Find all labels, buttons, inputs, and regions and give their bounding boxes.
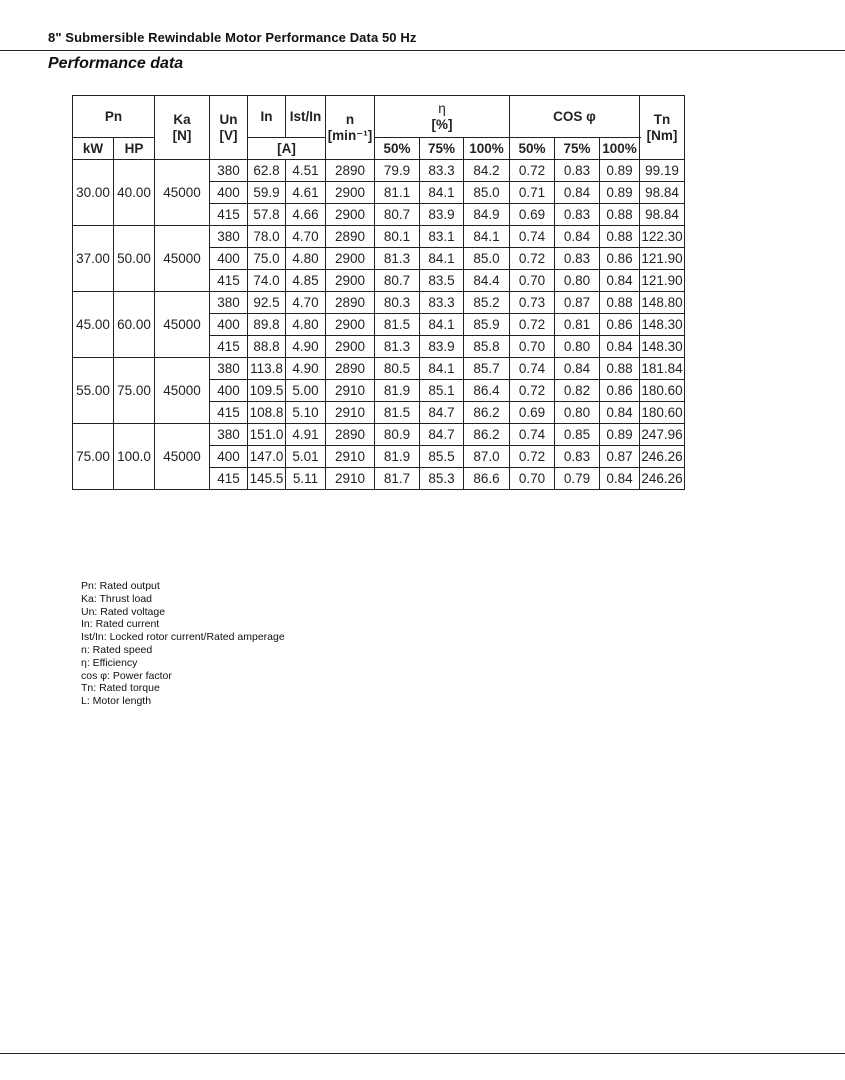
legend-item: Tn: Rated torque xyxy=(81,682,160,695)
cell-hp: 75.00 xyxy=(114,358,155,424)
cell-eta-75: 84.7 xyxy=(420,424,464,446)
cell-kw: 45.00 xyxy=(73,292,114,358)
cell-n: 2890 xyxy=(326,160,375,182)
cell-cos-100: 0.84 xyxy=(600,402,640,424)
cell-eta-75: 84.7 xyxy=(420,402,464,424)
cell-cos-75: 0.80 xyxy=(555,402,600,424)
cell-un: 400 xyxy=(210,248,248,270)
cell-cos-100: 0.88 xyxy=(600,358,640,380)
cell-un: 415 xyxy=(210,204,248,226)
cell-eta-100: 86.2 xyxy=(464,402,510,424)
header-kw: kW xyxy=(73,138,114,160)
cell-n: 2900 xyxy=(326,336,375,358)
header-eta-75: 75% xyxy=(420,138,464,160)
cell-cos-100: 0.84 xyxy=(600,270,640,292)
cell-cos-75: 0.83 xyxy=(555,204,600,226)
cell-ka: 45000 xyxy=(155,358,210,424)
cell-eta-75: 85.3 xyxy=(420,468,464,490)
cell-cos-50: 0.71 xyxy=(510,182,555,204)
cell-ka: 45000 xyxy=(155,292,210,358)
cell-in: 59.9 xyxy=(248,182,286,204)
header-cos: COS φ xyxy=(510,96,640,138)
document-title: 8" Submersible Rewindable Motor Performance Data 50 Hz xyxy=(48,30,417,45)
cell-eta-100: 85.0 xyxy=(464,248,510,270)
header-eta-100: 100% xyxy=(464,138,510,160)
cell-un: 380 xyxy=(210,424,248,446)
cell-n: 2910 xyxy=(326,446,375,468)
cell-cos-75: 0.85 xyxy=(555,424,600,446)
cell-in: 151.0 xyxy=(248,424,286,446)
cell-tn: 121.90 xyxy=(640,248,685,270)
cell-kw: 75.00 xyxy=(73,424,114,490)
cell-un: 415 xyxy=(210,336,248,358)
header-hp: HP xyxy=(114,138,155,160)
cell-cos-50: 0.74 xyxy=(510,226,555,248)
top-divider xyxy=(0,50,845,51)
cell-cos-75: 0.81 xyxy=(555,314,600,336)
table-row xyxy=(73,226,685,248)
header-in: In xyxy=(248,96,286,138)
performance-table-body xyxy=(73,160,685,490)
cell-eta-50: 80.5 xyxy=(375,358,420,380)
cell-eta-100: 85.2 xyxy=(464,292,510,314)
cell-cos-100: 0.88 xyxy=(600,204,640,226)
cell-kw: 30.00 xyxy=(73,160,114,226)
legend-item: Ist/In: Locked rotor current/Rated amperage xyxy=(81,631,285,644)
cell-in: 74.0 xyxy=(248,270,286,292)
cell-in: 147.0 xyxy=(248,446,286,468)
header-cos-100: 100% xyxy=(600,138,640,160)
cell-ist-in: 4.70 xyxy=(286,226,326,248)
cell-eta-75: 83.3 xyxy=(420,160,464,182)
cell-eta-100: 86.6 xyxy=(464,468,510,490)
cell-in: 113.8 xyxy=(248,358,286,380)
cell-un: 400 xyxy=(210,314,248,336)
cell-cos-75: 0.84 xyxy=(555,226,600,248)
cell-eta-75: 83.9 xyxy=(420,336,464,358)
legend-item: L: Motor length xyxy=(81,695,152,708)
cell-eta-50: 81.5 xyxy=(375,402,420,424)
cell-n: 2890 xyxy=(326,226,375,248)
cell-tn: 180.60 xyxy=(640,380,685,402)
performance-table xyxy=(72,95,685,490)
cell-un: 415 xyxy=(210,270,248,292)
table-row xyxy=(73,160,685,182)
cell-in: 75.0 xyxy=(248,248,286,270)
cell-tn: 121.90 xyxy=(640,270,685,292)
cell-cos-50: 0.72 xyxy=(510,248,555,270)
cell-ist-in: 4.80 xyxy=(286,248,326,270)
cell-un: 380 xyxy=(210,160,248,182)
cell-n: 2900 xyxy=(326,270,375,292)
legend-item: n: Rated speed xyxy=(81,643,153,656)
cell-eta-100: 84.9 xyxy=(464,204,510,226)
cell-kw: 55.00 xyxy=(73,358,114,424)
cell-cos-50: 0.72 xyxy=(510,160,555,182)
cell-n: 2910 xyxy=(326,402,375,424)
cell-ist-in: 4.85 xyxy=(286,270,326,292)
cell-cos-75: 0.82 xyxy=(555,380,600,402)
table-row xyxy=(73,292,685,314)
cell-tn: 181.84 xyxy=(640,358,685,380)
legend-item: In: Rated current xyxy=(81,618,160,631)
cell-cos-50: 0.74 xyxy=(510,358,555,380)
header-ist-in: Ist/In xyxy=(286,96,326,138)
cell-cos-100: 0.88 xyxy=(600,292,640,314)
cell-eta-75: 83.5 xyxy=(420,270,464,292)
cell-ist-in: 4.90 xyxy=(286,336,326,358)
cell-ist-in: 4.80 xyxy=(286,314,326,336)
cell-ist-in: 4.51 xyxy=(286,160,326,182)
cell-tn: 122.30 xyxy=(640,226,685,248)
cell-cos-50: 0.70 xyxy=(510,270,555,292)
cell-cos-100: 0.87 xyxy=(600,446,640,468)
table-row xyxy=(73,358,685,380)
cell-eta-100: 85.9 xyxy=(464,314,510,336)
cell-in: 108.8 xyxy=(248,402,286,424)
cell-ist-in: 4.90 xyxy=(286,358,326,380)
legend-item: Un: Rated voltage xyxy=(81,605,166,618)
cell-eta-50: 80.1 xyxy=(375,226,420,248)
cell-cos-75: 0.83 xyxy=(555,160,600,182)
cell-eta-75: 84.1 xyxy=(420,248,464,270)
cell-ist-in: 4.70 xyxy=(286,292,326,314)
cell-eta-75: 84.1 xyxy=(420,358,464,380)
cell-hp: 50.00 xyxy=(114,226,155,292)
cell-ist-in: 5.00 xyxy=(286,380,326,402)
header-eta-label: η xyxy=(438,100,446,116)
header-un xyxy=(210,96,248,160)
cell-tn: 148.80 xyxy=(640,292,685,314)
legend-item: cos φ: Power factor xyxy=(81,669,172,682)
cell-cos-75: 0.80 xyxy=(555,336,600,358)
cell-n: 2890 xyxy=(326,292,375,314)
cell-eta-100: 85.8 xyxy=(464,336,510,358)
cell-eta-100: 87.0 xyxy=(464,446,510,468)
cell-cos-75: 0.80 xyxy=(555,270,600,292)
cell-eta-100: 86.4 xyxy=(464,380,510,402)
cell-hp: 40.00 xyxy=(114,160,155,226)
section-title: Performance data xyxy=(48,55,184,72)
cell-eta-50: 81.9 xyxy=(375,446,420,468)
cell-n: 2910 xyxy=(326,380,375,402)
cell-un: 380 xyxy=(210,226,248,248)
cell-cos-100: 0.89 xyxy=(600,182,640,204)
cell-tn: 98.84 xyxy=(640,182,685,204)
cell-eta-100: 84.1 xyxy=(464,226,510,248)
cell-tn: 98.84 xyxy=(640,204,685,226)
cell-ist-in: 5.11 xyxy=(286,468,326,490)
cell-in: 92.5 xyxy=(248,292,286,314)
cell-in: 57.8 xyxy=(248,204,286,226)
cell-eta-75: 85.5 xyxy=(420,446,464,468)
cell-eta-100: 85.0 xyxy=(464,182,510,204)
abbreviation-legend xyxy=(81,580,285,708)
cell-cos-50: 0.70 xyxy=(510,336,555,358)
cell-un: 415 xyxy=(210,468,248,490)
cell-in: 109.5 xyxy=(248,380,286,402)
cell-cos-100: 0.89 xyxy=(600,424,640,446)
cell-eta-50: 81.5 xyxy=(375,314,420,336)
cell-eta-50: 81.9 xyxy=(375,380,420,402)
cell-cos-50: 0.72 xyxy=(510,446,555,468)
cell-cos-100: 0.89 xyxy=(600,160,640,182)
cell-hp: 100.0 xyxy=(114,424,155,490)
table-row xyxy=(73,424,685,446)
cell-n: 2910 xyxy=(326,468,375,490)
cell-tn: 247.96 xyxy=(640,424,685,446)
cell-cos-50: 0.72 xyxy=(510,380,555,402)
header-ka-unit: [N] xyxy=(172,127,192,143)
bottom-divider xyxy=(0,1053,845,1054)
cell-ka: 45000 xyxy=(155,160,210,226)
cell-tn: 246.26 xyxy=(640,468,685,490)
cell-cos-75: 0.83 xyxy=(555,446,600,468)
header-eta-50: 50% xyxy=(375,138,420,160)
cell-ist-in: 4.91 xyxy=(286,424,326,446)
cell-eta-100: 85.7 xyxy=(464,358,510,380)
cell-ist-in: 5.10 xyxy=(286,402,326,424)
cell-eta-75: 85.1 xyxy=(420,380,464,402)
cell-ka: 45000 xyxy=(155,424,210,490)
legend-item: Pn: Rated output xyxy=(81,580,160,592)
cell-eta-50: 80.7 xyxy=(375,204,420,226)
cell-n: 2900 xyxy=(326,204,375,226)
cell-ist-in: 4.66 xyxy=(286,204,326,226)
header-tn-label: Tn xyxy=(653,111,671,127)
cell-cos-50: 0.74 xyxy=(510,424,555,446)
header-cos-50: 50% xyxy=(510,138,555,160)
header-tn-unit: [Nm] xyxy=(646,127,678,143)
cell-cos-100: 0.88 xyxy=(600,226,640,248)
cell-eta-100: 86.2 xyxy=(464,424,510,446)
header-cos-75: 75% xyxy=(555,138,600,160)
cell-ka: 45000 xyxy=(155,226,210,292)
cell-cos-75: 0.84 xyxy=(555,182,600,204)
cell-n: 2890 xyxy=(326,424,375,446)
cell-cos-100: 0.86 xyxy=(600,380,640,402)
cell-eta-50: 80.9 xyxy=(375,424,420,446)
cell-cos-50: 0.69 xyxy=(510,204,555,226)
cell-in: 88.8 xyxy=(248,336,286,358)
header-n xyxy=(326,96,375,160)
cell-n: 2900 xyxy=(326,248,375,270)
header-eta xyxy=(375,96,510,138)
cell-cos-100: 0.84 xyxy=(600,468,640,490)
cell-ist-in: 5.01 xyxy=(286,446,326,468)
cell-in: 89.8 xyxy=(248,314,286,336)
cell-eta-75: 83.3 xyxy=(420,292,464,314)
cell-un: 415 xyxy=(210,402,248,424)
cell-n: 2890 xyxy=(326,358,375,380)
header-eta-unit: [%] xyxy=(431,116,453,132)
cell-eta-50: 80.7 xyxy=(375,270,420,292)
header-pn: Pn xyxy=(73,96,155,138)
cell-eta-75: 83.9 xyxy=(420,204,464,226)
cell-tn: 148.30 xyxy=(640,336,685,358)
cell-eta-75: 84.1 xyxy=(420,182,464,204)
cell-tn: 180.60 xyxy=(640,402,685,424)
cell-eta-50: 79.9 xyxy=(375,160,420,182)
header-un-label: Un xyxy=(219,111,238,127)
cell-n: 2900 xyxy=(326,182,375,204)
cell-un: 400 xyxy=(210,380,248,402)
cell-cos-50: 0.70 xyxy=(510,468,555,490)
cell-eta-50: 81.7 xyxy=(375,468,420,490)
cell-cos-75: 0.87 xyxy=(555,292,600,314)
cell-kw: 37.00 xyxy=(73,226,114,292)
cell-n: 2900 xyxy=(326,314,375,336)
cell-un: 400 xyxy=(210,182,248,204)
cell-in: 62.8 xyxy=(248,160,286,182)
header-ka xyxy=(155,96,210,160)
cell-in: 145.5 xyxy=(248,468,286,490)
cell-eta-50: 81.3 xyxy=(375,336,420,358)
legend-item: Ka: Thrust load xyxy=(81,592,153,605)
cell-cos-75: 0.79 xyxy=(555,468,600,490)
cell-eta-100: 84.2 xyxy=(464,160,510,182)
cell-eta-50: 81.1 xyxy=(375,182,420,204)
header-ka-label: Ka xyxy=(173,111,191,127)
cell-cos-75: 0.84 xyxy=(555,358,600,380)
cell-cos-100: 0.84 xyxy=(600,336,640,358)
legend-item: η: Efficiency xyxy=(81,656,138,669)
cell-eta-50: 81.3 xyxy=(375,248,420,270)
cell-cos-50: 0.72 xyxy=(510,314,555,336)
cell-eta-75: 83.1 xyxy=(420,226,464,248)
cell-eta-75: 84.1 xyxy=(420,314,464,336)
cell-un: 380 xyxy=(210,358,248,380)
header-n-unit: [min⁻¹] xyxy=(327,127,373,143)
cell-cos-50: 0.69 xyxy=(510,402,555,424)
cell-cos-100: 0.86 xyxy=(600,248,640,270)
header-n-label: n xyxy=(345,111,355,127)
cell-eta-50: 80.3 xyxy=(375,292,420,314)
cell-tn: 246.26 xyxy=(640,446,685,468)
cell-eta-100: 84.4 xyxy=(464,270,510,292)
cell-un: 380 xyxy=(210,292,248,314)
cell-tn: 148.30 xyxy=(640,314,685,336)
cell-cos-75: 0.83 xyxy=(555,248,600,270)
cell-cos-100: 0.86 xyxy=(600,314,640,336)
header-un-unit: [V] xyxy=(219,127,238,143)
cell-cos-50: 0.73 xyxy=(510,292,555,314)
header-tn xyxy=(640,96,685,160)
cell-hp: 60.00 xyxy=(114,292,155,358)
cell-tn: 99.19 xyxy=(640,160,685,182)
header-amp-unit: [A] xyxy=(248,138,326,160)
cell-in: 78.0 xyxy=(248,226,286,248)
cell-un: 400 xyxy=(210,446,248,468)
cell-ist-in: 4.61 xyxy=(286,182,326,204)
